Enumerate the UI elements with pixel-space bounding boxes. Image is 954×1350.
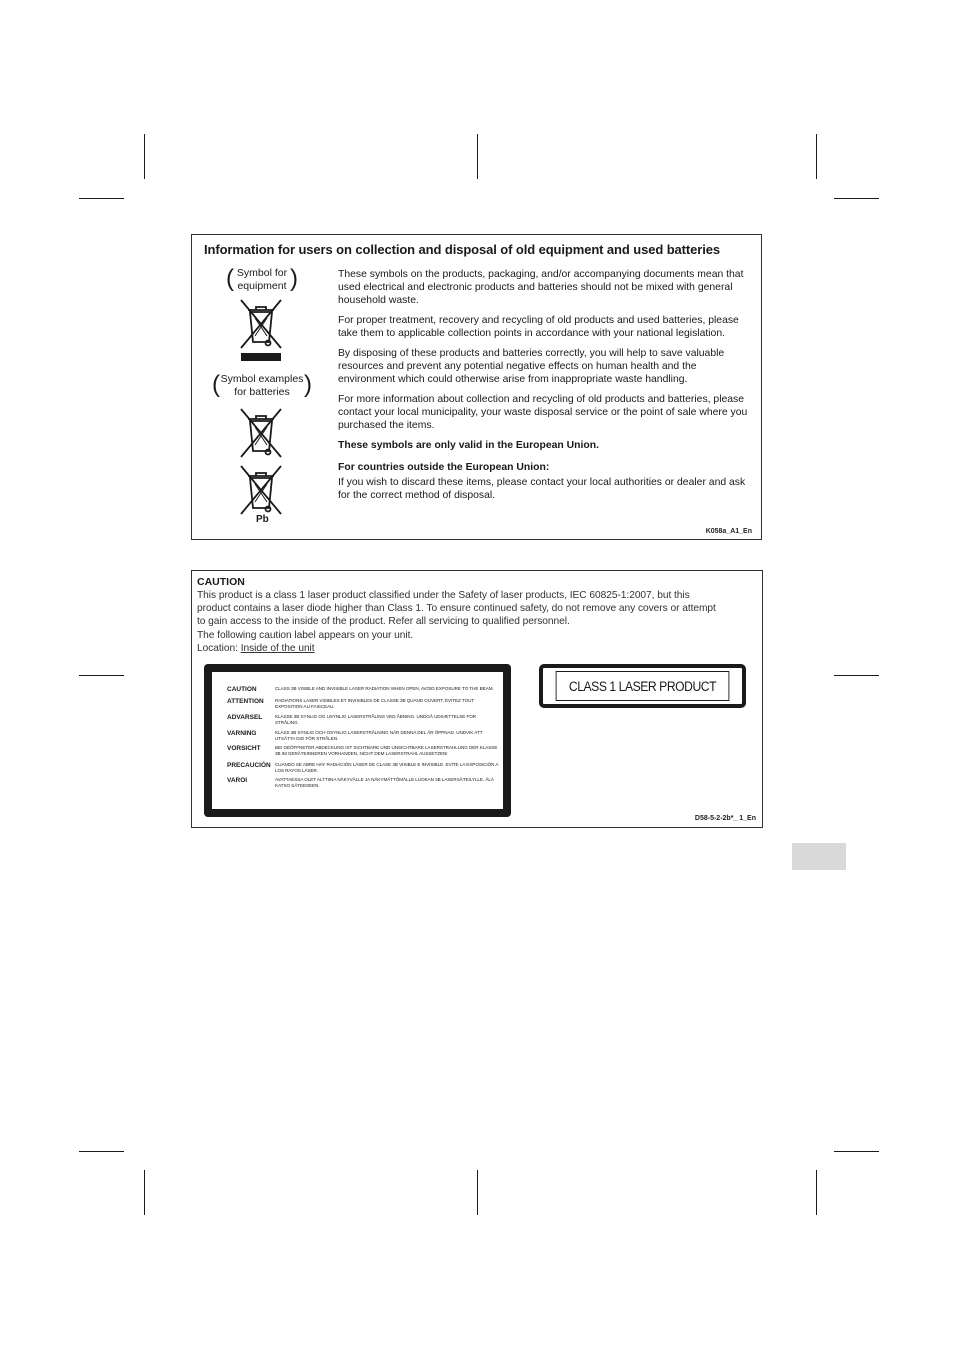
disposal-code: K058a_A1_En bbox=[705, 528, 752, 535]
outside-eu-heading: For countries outside the European Union: bbox=[338, 462, 550, 473]
caution-box bbox=[191, 570, 763, 828]
pb-label: Pb bbox=[256, 514, 269, 525]
warning-text: CUANDO SE ABRE HAY RADIACIÓN LÁSER DE CLASE 3B VISIBLE E INVISIBLE. EVITE LA EXPOSICIÓN A LOS RAYOS LÁSER. bbox=[275, 762, 499, 774]
warning-text: KLASS 3B SYNLIG OCH OSYNLIG LASERSTRÅLNING NÄR DENNA DEL ÄR ÖPPNAD. UNDVIK ATT UTSÄTTA DIG FÖR STRÅLEN. bbox=[275, 730, 483, 742]
outside-eu-text: If you wish to discard these items, please contact your local authorities or dealer and ask for the correct method of disposal. bbox=[338, 477, 746, 501]
disposal-paragraph: These symbols on the products, packaging, and/or accompanying documents mean that used electrical and electronic products and batteries should not be mixed with general household waste. bbox=[338, 269, 744, 306]
crop-mark bbox=[834, 198, 879, 199]
disposal-paragraph: By disposing of these products and batteries correctly, you will help to save valuable resources and prevent any potential negative effects on human health and the environment which could otherwise arise from inappropriate waste handling. bbox=[338, 348, 725, 385]
disposal-paragraph: For more information about collection and recycling of old products and batteries, please contact your local municipality, your waste disposal service or the point of sale where you purchased the items. bbox=[338, 394, 748, 431]
crop-mark bbox=[144, 134, 145, 179]
crop-mark bbox=[79, 675, 124, 676]
caution-line: to gain access to the inside of the product. Refer all servicing to qualified personnel. bbox=[197, 616, 570, 628]
caution-heading: CAUTION bbox=[197, 576, 245, 588]
equipment-label-line2: equipment bbox=[237, 280, 287, 292]
warning-text: BEI GEÖFFNETER ABDECKUNG IST SICHTBARE UND UNSICHTBARE LASERSTRAHLUNG DER KLASSE 3B IM GERÄTEINNEREN VORHANDEN, NICHT DEM LASERSTRAHL AUSSETZEN! bbox=[275, 745, 498, 757]
bracket-right: ) bbox=[290, 265, 298, 292]
crossed-out-battery-bin-icon bbox=[238, 407, 284, 459]
crop-mark bbox=[816, 134, 817, 179]
warning-text: KLASSE 3B SYNLIG OG USYNLIG LASERSTRÅLING VED ÅBNING. UNDGÅ UDSÆTTELSE FOR STRÅLING. bbox=[275, 714, 477, 726]
class1-laser-text: CLASS 1 LASER PRODUCT bbox=[556, 671, 730, 701]
warning-key: VAROI bbox=[227, 777, 248, 784]
caution-line: product contains a laser diode higher than Class 1. To ensure continued safety, do not remove any covers or attempt bbox=[197, 603, 716, 615]
crossed-out-battery-bin-pb-icon bbox=[238, 464, 284, 516]
warning-key: CAUTION bbox=[227, 686, 257, 693]
crop-mark bbox=[144, 1170, 145, 1215]
bracket-right: ) bbox=[304, 371, 312, 398]
warning-key: PRECAUCIÓN bbox=[227, 762, 271, 769]
batteries-label-line1: Symbol examples bbox=[220, 373, 304, 385]
crop-mark bbox=[477, 1170, 478, 1215]
eu-valid-note: These symbols are only valid in the European Union. bbox=[338, 440, 599, 451]
crop-mark bbox=[79, 1151, 124, 1152]
caution-line: The following caution label appears on your unit. bbox=[197, 629, 414, 641]
disposal-title: Information for users on collection and disposal of old equipment and used batteries bbox=[204, 242, 720, 257]
crop-mark bbox=[477, 134, 478, 179]
warning-text: CLASS 3B VISIBLE AND INVISIBLE LASER RADIATION WHEN OPEN, AVOID EXPOSURE TO THE BEAM. bbox=[275, 686, 494, 691]
batteries-label-line2: for batteries bbox=[234, 386, 290, 398]
crop-mark bbox=[834, 1151, 879, 1152]
location-line bbox=[197, 642, 757, 655]
equipment-symbol-label bbox=[226, 267, 298, 293]
warning-key: ADVARSEL bbox=[227, 714, 263, 721]
location-prefix: Location: bbox=[197, 642, 238, 654]
warning-text: AVATTAESSA OLET ALTTIINA NÄKYVÄLLE JA NÄKYMÄTTÖMÄLLE LUOKAN 3B LASERSÄTEILYLLE. ÄLÄ KATSO SÄTEESEEN. bbox=[275, 777, 494, 789]
warning-key: VARNING bbox=[227, 730, 257, 737]
batteries-symbol-label bbox=[212, 373, 312, 399]
equipment-label-line1: Symbol for bbox=[236, 267, 288, 279]
disposal-paragraph: For proper treatment, recovery and recycling of old products and used batteries, please take them to applicable collection points in accordance with your national legislation. bbox=[338, 315, 739, 339]
warning-key: VORSICHT bbox=[227, 745, 261, 752]
laser-warning-label bbox=[204, 664, 511, 817]
caution-line: This product is a class 1 laser product classified under the Safety of laser products, IEC 60825-1:2007, but this bbox=[197, 590, 690, 601]
class1-laser-label bbox=[539, 664, 746, 708]
laser-warning-label-inner bbox=[212, 672, 503, 809]
disposal-paragraphs bbox=[338, 268, 756, 509]
warning-text: RADIATIONS LASER VISIBLES ET INVISIBLES DE CLASSE 3B QUAND OUVERT, ÉVITEZ TOUT EXPOSITION AU FAISCEAU. bbox=[275, 698, 475, 710]
crop-mark bbox=[834, 675, 879, 676]
page-tab-marker bbox=[792, 843, 846, 870]
caution-code: D58-5-2-2b*_ 1_En bbox=[694, 815, 756, 822]
bracket-left: ( bbox=[212, 371, 220, 398]
caution-body bbox=[197, 589, 757, 655]
crop-mark bbox=[79, 198, 124, 199]
warning-key: ATTENTION bbox=[227, 698, 264, 705]
crop-mark bbox=[816, 1170, 817, 1215]
crossed-out-wheelie-bin-icon bbox=[238, 298, 284, 362]
location-value: Inside of the unit bbox=[240, 642, 315, 654]
bracket-left: ( bbox=[226, 265, 234, 292]
disposal-info-box bbox=[191, 234, 762, 540]
